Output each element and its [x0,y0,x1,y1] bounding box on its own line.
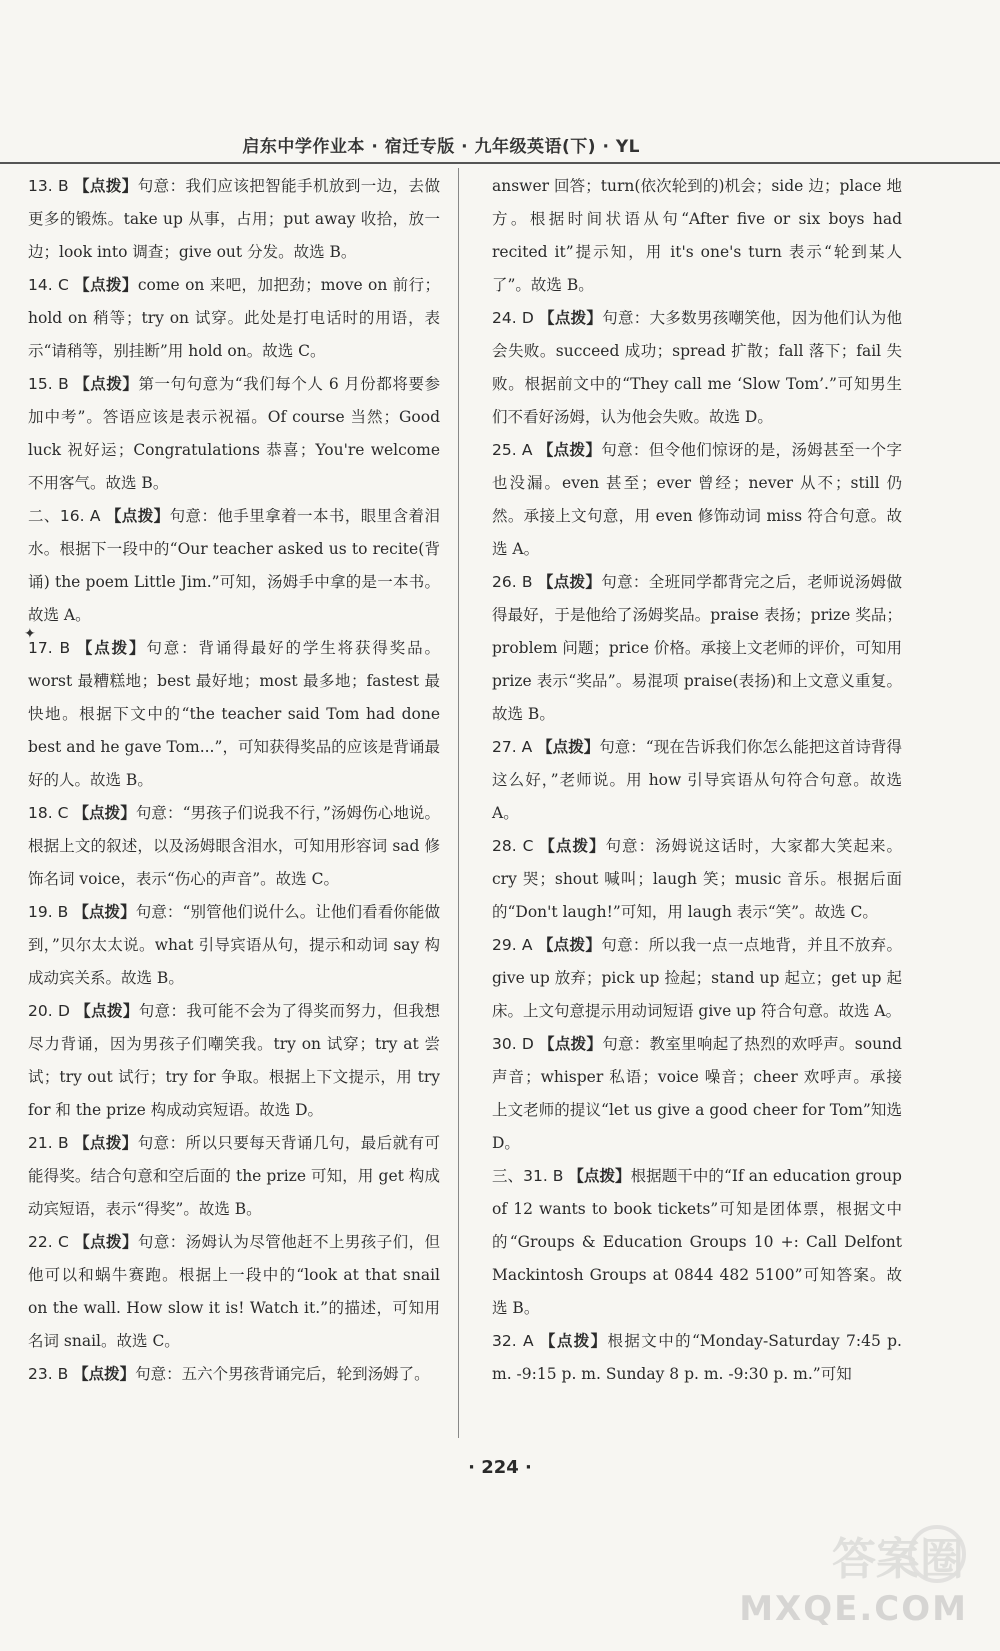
hint-tag: 【点拨】 [74,375,139,393]
answer-explanation: 句意：五六个男孩背诵完后，轮到汤姆了。 [135,1365,430,1383]
column-divider [458,168,459,1438]
answer-item [492,566,902,731]
header-title: 启东中学作业本 · 宿迁专版 · 九年级英语(下) · YL [242,137,640,157]
answer-explanation: 句意：全班同学都背完之后，老师说汤姆做得最好，于是他给了汤姆奖品。praise 表扬；prize 奖品；problem 问题；price 价格。承接上文老师的评价，可知用 prize 表示“奖品”。易混项 praise(表扬)和上文意义重复。故选 B。 [492,573,902,723]
hint-tag: 【点拨】 [539,1332,608,1350]
hint-tag: 【点拨】 [539,309,603,327]
answer-explanation: 句意：教室里响起了热烈的欢呼声。sound 声音；whisper 私语；voice 噪音；cheer 欢呼声。承接上文老师的提议“let us give a good cheer for Tom”知选 D。 [492,1035,902,1152]
hint-tag: 【点拨】 [73,903,136,921]
answer-explanation: 句意：“现在告诉我们你怎么能把这首诗背得这么好，”老师说。用 how 引导宾语从句符合句意。故选 A。 [492,738,902,822]
answer-number: 29. A [492,936,533,954]
answer-item [492,1325,902,1391]
answer-explanation: answer 回答；turn(依次轮到的)机会；side 边；place 地方。根据时间状语从句“After five or six boys had recited it”提示知，用 it's one's turn 表示“轮到某人了”。故选 B。 [492,177,902,294]
answer-number: 27. A [492,738,533,756]
hint-tag: 【点拨】 [74,1134,138,1152]
answer-item [492,302,902,434]
answer-item [28,632,440,797]
answer-item [492,731,902,830]
answer-item [28,1226,440,1358]
answer-number: 23. B [28,1365,69,1383]
page-header [0,128,1000,164]
answer-number: 15. B [28,375,69,393]
hint-tag: 【点拨】 [73,1365,136,1383]
answer-number: 30. D [492,1035,534,1053]
answer-number: 32. A [492,1332,534,1350]
answer-number: 22. C [28,1233,69,1251]
answer-explanation: 句意：但令他们惊讶的是，汤姆甚至一个字也没漏。even 甚至；ever 曾经；never 从不；still 仍然。承接上文句意，用 even 修饰动词 miss 符合句意。故选 A。 [492,441,902,558]
answer-explanation: 句意：所以我一点一点地背，并且不放弃。give up 放弃；pick up 捡起；stand up 起立；get up 起床。上文句意提示用动词短语 give up 符合句意。故选 A。 [492,936,902,1020]
hint-tag: 【点拨】 [74,1233,138,1251]
answer-explanation: 句意：“别管他们说什么。让他们看看你能做到，”贝尔太太说。what 引导宾语从句，提示和动词 say 构成动宾关系。故选 B。 [28,903,440,987]
answer-item [492,434,902,566]
answer-number: 25. A [492,441,533,459]
answer-item [492,830,902,929]
hint-tag: 【点拨】 [539,1035,603,1053]
answer-number: 20. D [28,1002,70,1020]
answer-number: 21. B [28,1134,69,1152]
answer-number: 26. B [492,573,533,591]
hint-tag: 【点拨】 [75,1002,139,1020]
right-column [492,170,902,1391]
answer-item [28,269,440,368]
answer-explanation: 句意：背诵得最好的学生将获得奖品。worst 最糟糕地；best 最好地；most 最多地；fastest 最快地。根据下文中的“the teacher said Tom had done best and he gave Tom...”，可知获得奖品的应该是背诵最好的人。故选 B。 [28,639,440,789]
hint-tag: 【点拨】 [74,177,138,195]
answer-explanation: 句意：“男孩子们说我不行，”汤姆伤心地说。根据上文的叙述，以及汤姆眼含泪水，可知用形容词 sad 修饰名词 voice，表示“伤心的声音”。故选 C。 [28,804,440,888]
hint-tag: 【点拨】 [537,441,602,459]
hint-tag: 【点拨】 [105,507,170,525]
answer-item [28,995,440,1127]
hint-tag: 【点拨】 [73,804,136,822]
answer-explanation: 句意：我可能不会为了得奖而努力，但我想尽力背诵，因为男孩子们嘲笑我。try on 试穿；try at 尝试；try out 试行；try for 争取。根据上下文提示，用 try for 和 the prize 构成动宾短语。故选 D。 [28,1002,440,1119]
answer-item [28,500,440,632]
watermark-en: MXQE.COM [739,1589,968,1629]
answer-explanation: come on 来吧，加把劲；move on 前行；hold on 稍等；try on 试穿。此处是打电话时的用语，表示“请稍等，别挂断”用 hold on。故选 C。 [28,276,440,360]
answer-number: 19. B [28,903,69,921]
answer-number: 14. C [28,276,69,294]
answer-explanation: 句意：汤姆说这话时，大家都大笑起来。cry 哭；shout 喊叫；laugh 笑；music 音乐。根据后面的“Don't laugh!”可知，用 laugh 表示“笑”。故选 C。 [492,837,902,921]
hint-tag: 【点拨】 [76,639,147,657]
answer-explanation: 句意：大多数男孩嘲笑他，因为他们认为他会失败。succeed 成功；spread 扩散；fall 落下；fail 失败。根据前文中的“They call me ‘Slow Tom’.”可知男生们不看好汤姆，认为他会失败。故选 D。 [492,309,902,426]
answer-number: 13. B [28,177,69,195]
answer-item [28,368,440,500]
answer-explanation: 句意：我们应该把智能手机放到一边，去做更多的锻炼。take up 从事，占用；put away 收拾，放一边；look into 调查；give out 分发。故选 B。 [28,177,440,261]
answer-item [492,170,902,302]
answer-item [28,896,440,995]
answer-explanation: 句意：所以只要每天背诵几句，最后就有可能得奖。结合句意和空后面的 the prize 可知，用 get 构成动宾短语，表示“得奖”。故选 B。 [28,1134,440,1218]
answer-number: 24. D [492,309,534,327]
answer-number: 28. C [492,837,534,855]
answer-number: 18. C [28,804,69,822]
answer-item [28,797,440,896]
hint-tag: 【点拨】 [539,837,606,855]
answer-explanation: 句意：他手里拿着一本书，眼里含着泪水。根据下一段中的“Our teacher asked us to recite(背诵) the poem Little Jim.”可知，汤姆手中拿的是一本书。故选 A。 [28,507,440,624]
answer-item [492,1160,902,1325]
answer-item [28,170,440,269]
hint-tag: 【点拨】 [537,936,602,954]
answer-item [492,929,902,1028]
answer-explanation: 根据文中的“Monday-Saturday 7:45 p. m. -9:15 p. m. Sunday 8 p. m. -9:30 p. m.”可知 [492,1332,902,1383]
answer-explanation: 句意：汤姆认为尽管他赶不上男孩子们，但他可以和蜗牛赛跑。根据上一段中的“look at that snail on the wall. How slow it is! Watch it.”的描述，可知用名词 snail。故选 C。 [28,1233,440,1350]
answer-number: 三、31. B [492,1167,564,1185]
hint-tag: 【点拨】 [568,1167,631,1185]
answer-explanation: 根据题干中的“If an education group of 12 wants to book tickets”可知是团体票，根据文中的“Groups & Education Groups 10 +: Call Delfont Mackintosh Groups at 0844 482 5100”可知答案。故选 B。 [492,1167,902,1317]
answer-item [492,1028,902,1160]
page-number: · 224 · [468,1457,532,1478]
margin-mark-icon: ✦ [24,626,36,642]
answer-number: 17. B [28,639,71,657]
answer-number: 二、16. A [28,507,101,525]
answer-item [28,1127,440,1226]
answer-item [28,1358,440,1391]
left-column [28,170,440,1391]
hint-tag: 【点拨】 [537,738,600,756]
watermark-cn: 答案圈 [832,1534,964,1585]
hint-tag: 【点拨】 [537,573,602,591]
hint-tag: 【点拨】 [74,276,138,294]
answer-explanation: 第一句句意为“我们每个人 6 月份都将要参加中考”。答语应该是表示祝福。Of course 当然；Good luck 祝好运；Congratulations 恭喜；You're welcome 不用客气。故选 B。 [28,375,440,492]
watermark-logo [739,1534,988,1639]
